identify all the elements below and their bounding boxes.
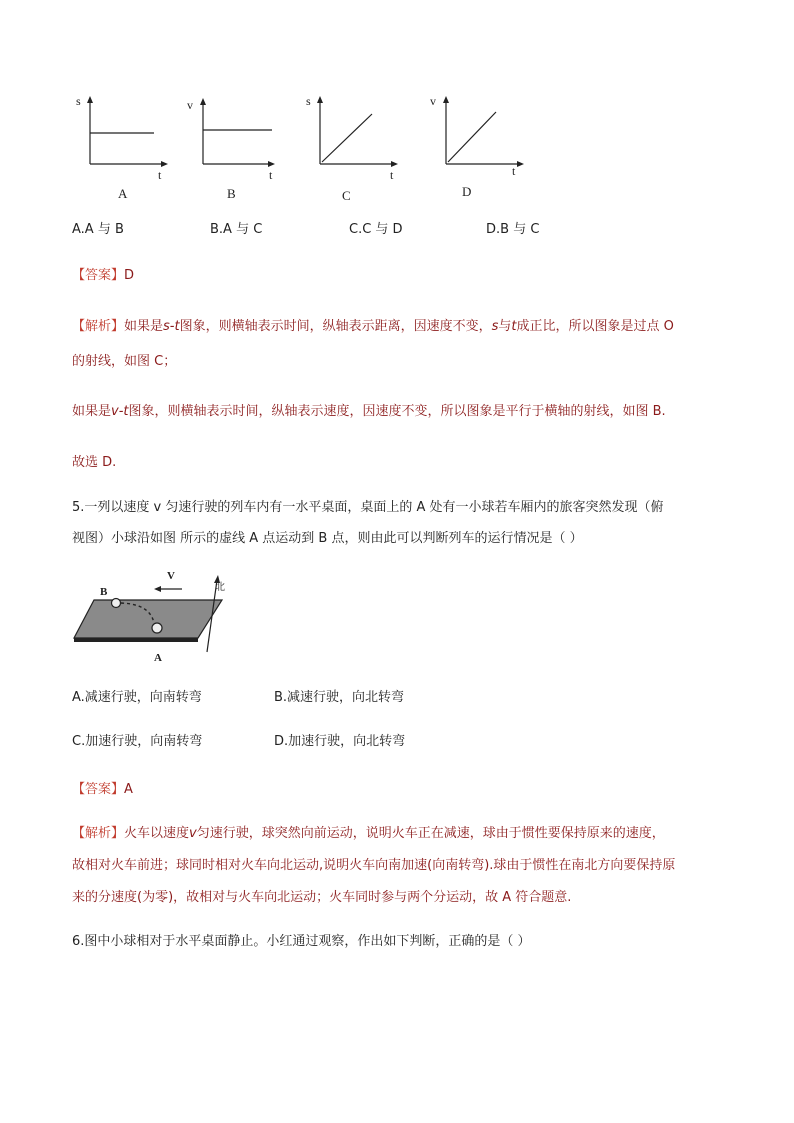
graph-b-x-label: t <box>269 168 273 182</box>
q5-label-a: A <box>154 652 162 664</box>
q4-analysis-text-1d: 成正比，所以图象是过点 O <box>516 319 674 334</box>
q4-analysis-line-1 <box>72 315 674 334</box>
graph-d <box>428 92 528 207</box>
q5-label-b: B <box>100 586 108 598</box>
q4-analysis-text-3b: 图象，则横轴表示时间，纵轴表示速度，因速度不变，所以图象是平行于横轴的射线，如图 B. <box>128 404 666 419</box>
graph-b-y-label: v <box>187 98 193 112</box>
graph-a-caption: A <box>118 186 128 201</box>
q5-analysis-line-2: 故相对火车前进；球同时相对火车向北运动,说明火车向南加速(向南转弯).球由于惯性在南北方向要保持原 <box>72 858 676 873</box>
q5-option-b: B.减速行驶，向北转弯 <box>274 690 405 705</box>
graph-d-caption: D <box>462 184 472 199</box>
q4-option-a: A.A 与 B <box>72 222 124 237</box>
q4-analysis-text-3a: 如果是 <box>72 404 112 419</box>
q4-option-d: D.B 与 C <box>486 222 540 237</box>
graph-b-caption: B <box>227 186 236 201</box>
graph-a-y-label: s <box>76 94 81 108</box>
graph-d-y-label: v <box>430 94 436 108</box>
q4-analysis-line-2: 的射线，如图 C； <box>72 354 177 369</box>
graph-a-x-label: t <box>158 168 162 182</box>
q4-option-b: B.A 与 C <box>210 222 263 237</box>
q4-analysis-text-1c: 与 <box>498 319 512 334</box>
graph-c-y-label: s <box>306 94 311 108</box>
q5-stem-line-2: 视图）小球沿如图 所示的虚线 A 点运动到 B 点，则由此可以判断列车的运行情况是（ ） <box>72 531 583 546</box>
q5-answer-tag: 【答案】 <box>72 782 125 797</box>
q5-answer <box>72 778 133 797</box>
q5-analysis-v: v <box>189 826 197 841</box>
q5-label-north: 北 <box>215 582 225 593</box>
q4-analysis-vt: v-t <box>111 404 129 419</box>
graph-d-x-label: t <box>512 164 516 178</box>
q4-analysis-text-1a: 如果是 <box>124 319 164 334</box>
graph-a-axes <box>72 92 172 192</box>
q4-analysis-line-3 <box>72 400 666 419</box>
q4-answer-value: D <box>124 268 135 283</box>
q5-analysis-line-1 <box>72 822 665 841</box>
q4-analysis-tag: 【解析】 <box>72 319 125 334</box>
graph-c-caption: C <box>342 188 351 203</box>
q5-analysis-text-1b: 匀速行驶，球突然向前运动，说明火车正在减速，球由于惯性要保持原来的速度， <box>196 826 665 841</box>
q4-analysis-t: t <box>511 319 517 334</box>
q6-stem: 6.图中小球相对于水平桌面静止。小红通过观察，作出如下判断，正确的是（ ） <box>72 934 531 949</box>
q4-analysis-st: s-t <box>163 319 180 334</box>
graph-c-axes <box>302 92 402 192</box>
q5-figure <box>72 568 242 668</box>
q5-analysis-tag: 【解析】 <box>72 826 125 841</box>
q4-analysis-line-4: 故选 D. <box>72 455 117 470</box>
q5-answer-value: A <box>124 782 133 797</box>
q5-option-c: C.加速行驶，向南转弯 <box>72 734 203 749</box>
graph-a <box>72 92 172 207</box>
q5-stem-line-1: 5.一列以速度 v 匀速行驶的列车内有一水平桌面，桌面上的 A 处有一小球若车厢内的旅客突然发现（俯 <box>72 500 664 515</box>
q4-analysis-s: s <box>491 319 499 334</box>
q5-option-d: D.加速行驶，向北转弯 <box>274 734 406 749</box>
q5-option-a: A.减速行驶，向南转弯 <box>72 690 202 705</box>
q4-option-c: C.C 与 D <box>349 222 403 237</box>
q5-analysis-text-1a: 火车以速度 <box>124 826 190 841</box>
graph-c-x-label: t <box>390 168 394 182</box>
q4-answer-tag: 【答案】 <box>72 268 125 283</box>
q4-analysis-text-1b: 图象，则横轴表示时间，纵轴表示距离，因速度不变， <box>179 319 492 334</box>
q4-answer <box>72 264 134 283</box>
graph-b <box>185 92 285 207</box>
graph-c <box>302 92 402 207</box>
q5-analysis-line-3: 来的分速度(为零)，故相对与火车向北运动；火车同时参与两个分运动，故 A 符合题意. <box>72 890 572 905</box>
q5-label-v: V <box>167 570 175 582</box>
